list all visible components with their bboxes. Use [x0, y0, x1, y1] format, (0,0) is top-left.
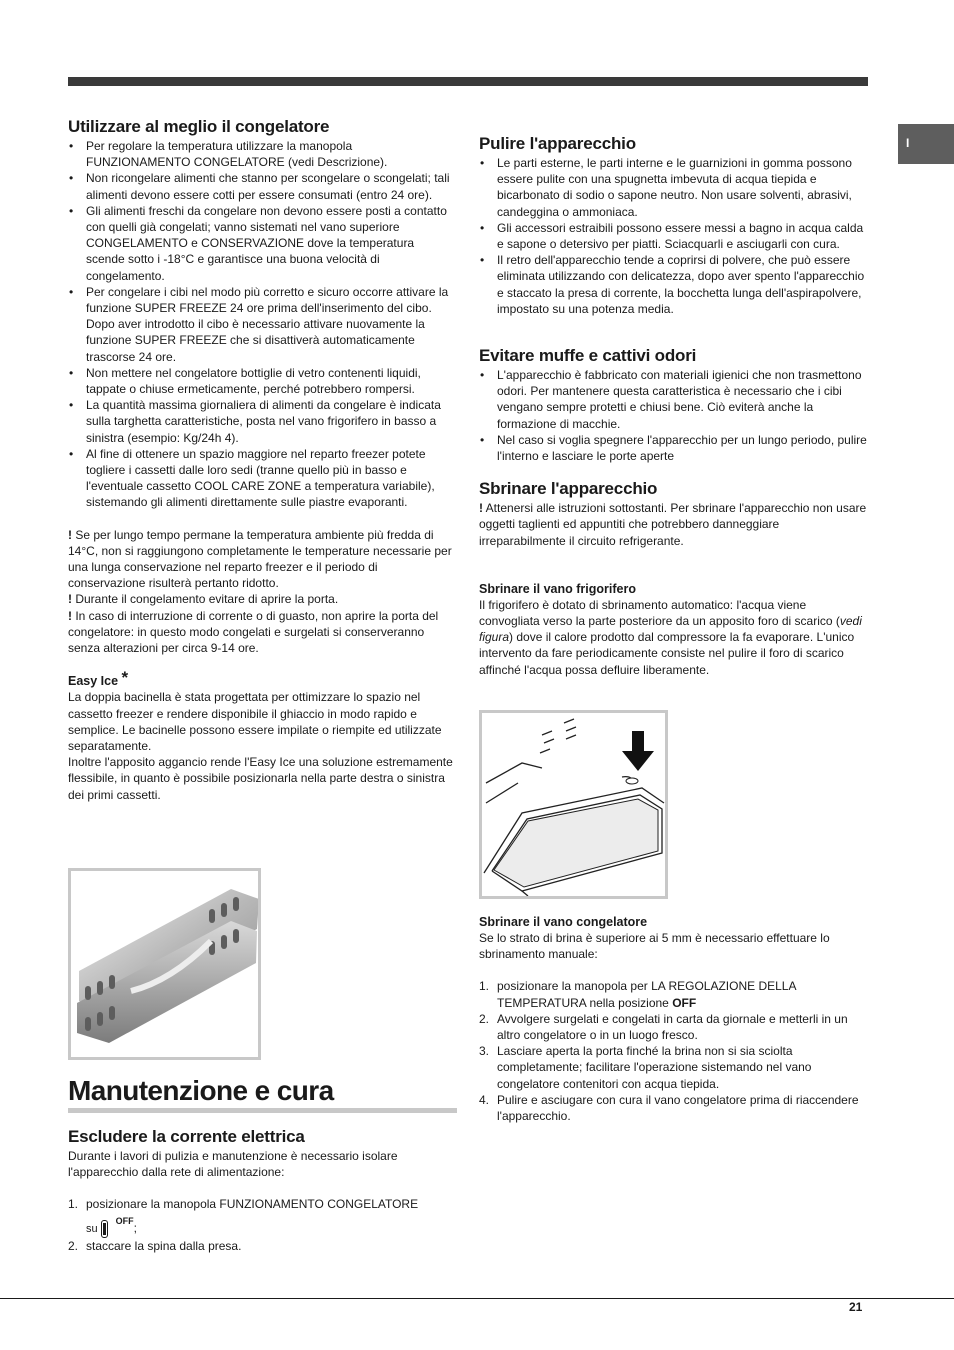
frigo-paragraph: Il frigorifero è dotato di sbrinamento automatico: l'acqua viene convogliata verso la parte posteriore da un apposito foro di scarico (vedi figura) dove il calore prodotto dal compressore la fa evaporare. L'unico intervento da fare periodicamente consiste nel pulire il foro di scarico affinché l'acqua possa defluire liberamente. — [479, 597, 862, 677]
easy-ice-heading: Easy Ice * — [68, 668, 129, 689]
section-heading-congelatore: Utilizzare al meglio il congelatore — [68, 117, 330, 136]
list-item: • Nel caso si voglia spegnere l'apparecchio per un lungo periodo, pulire l'interno e lasciare le porte aperte — [479, 432, 869, 464]
list-item: 1. posizionare la manopola FUNZIONAMENTO CONGELATORE su $^{OFF}$; — [68, 1196, 456, 1237]
warning-mark: ! — [68, 592, 72, 607]
easy-ice-illustration — [68, 868, 261, 1060]
congelatore-bullet-list — [68, 138, 456, 511]
off-label: OFF — [115, 1215, 134, 1226]
list-item: 2. Avvolgere surgelati e congelati in carta da giornale e metterli in un altro congelatore o in un luogo fresco. — [479, 1011, 848, 1043]
warning-paragraph: ! Durante il congelamento evitare di aprire la porta. — [68, 592, 339, 607]
congel-subheading: Sbrinare il vano congelatore — [479, 915, 648, 929]
footer-rule — [0, 1298, 954, 1299]
congel-steps — [479, 978, 869, 1124]
list-item: • Gli accessori estraibili possono essere messi a bagno in acqua calda e sapone o detersivo per piatti. Sciacquarli e asciugarli con cura. — [479, 220, 869, 252]
left-column — [68, 116, 456, 803]
list-item: 2. staccare la spina dalla presa. — [68, 1238, 242, 1253]
muffe-bullet-list — [479, 367, 869, 464]
warning-paragraph: ! Se per lungo tempo permane la temperatura ambiente più fredda di 14°C, non si raggiungono completamente le temperature necessarie per una lunga conservazione nel reparto freezer e il periodo di conservazione risulterà pertanto ridotto. — [68, 527, 452, 591]
list-item: • Le parti esterne, le parti interne e le guarnizioni in gomma possono essere pulite con una spugnetta imbevuta di acqua tiepida e bicarbonato di sodio o sapone neutro. Non usare solventi, abrasivi, candeggina o ammoniaca. — [479, 155, 869, 220]
list-item: • Al fine di ottenere un spazio maggiore nel reparto freezer potete togliere i cassetti dalle loro sedi (tranne quello più in basso e l'eventuale cassetto COOL CARE ZONE a temperatura variabile), sistemando gli alimenti direttamente sulle piastre evaporanti. — [68, 446, 456, 511]
ice-tray-graphic — [71, 871, 258, 1057]
easy-ice-paragraph: La doppia bacinella è stata progettata per ottimizzare lo spazio nel cassetto freezer e rendere disponibile il ghiaccio in modo rapido e semplice. Le bacinelle possono essere impilate o riempite ed utilizzate separatamente. — [68, 690, 442, 753]
escludere-section — [68, 1126, 456, 1254]
congelatore-section — [479, 914, 869, 1124]
frigo-subheading: Sbrinare il vano frigorifero — [479, 581, 636, 596]
right-column — [479, 133, 869, 678]
fridge-interior-graphic — [482, 713, 665, 896]
easy-ice-paragraph: Inoltre l'apposito aggancio rende l'Easy Ice una soluzione estremamente flessibile, in quanto è possibile posizionarla nella parte destra o sinistra dei primi cassetti. — [68, 755, 453, 802]
list-item: 3. Lasciare aperta la porta finché la brina non si sia sciolta completamente; facilitare l'operazione sistemando nel vano congelatore contenitori con acqua tiepida. — [479, 1044, 812, 1091]
congel-intro: Se lo strato di brina è superiore ai 5 mm è necessario effettuare lo sbrinamento manuale: — [479, 931, 830, 962]
list-item: • Per congelare i cibi nel modo più corretto e sicuro occorre attivare la funzione SUPER FREEZE 24 ore prima dell'inserimento del cibo. Dopo aver introdotto il cibo è necessario attivare nuovamente la funzione SUPER FREEZE che si disattiverà automaticamente trascorse 24 ore. — [68, 284, 456, 365]
off-knob-icon — [100, 1218, 114, 1238]
header-bar — [68, 77, 868, 86]
page-title: Manutenzione e cura — [68, 1075, 334, 1106]
section-heading-pulire: Pulire l'apparecchio — [479, 134, 636, 153]
pulire-bullet-list — [479, 155, 869, 317]
warning-mark: ! — [68, 608, 72, 623]
warning-mark: ! — [68, 527, 72, 542]
warning-paragraph: ! In caso di interruzione di corrente o di guasto, non aprire la porta del congelatore: in questo modo congelati e surgelati si conserveranno senza alterazioni per circa 9-14 ore. — [68, 608, 439, 656]
language-tab — [898, 124, 954, 164]
fridge-drain-illustration — [479, 710, 668, 899]
escludere-intro: Durante i lavori di pulizia e manutenzione è necessario isolare l'apparecchio dalla rete di alimentazione: — [68, 1149, 398, 1180]
list-item: • Il retro dell'apparecchio tende a coprirsi di polvere, che può essere eliminata utilizzando con delicatezza, dopo aver spento l'apparecchio e staccato la presa di corrente, la bocchetta lunga dell'aspirapolvere, impostato su una potenza media. — [479, 252, 869, 317]
list-item: • La quantità massima giornaliera di alimenti da congelare è indicata sulla targhetta caratteristiche, posta nel vano frigorifero in basso a sinistra (esempio: Kg/24h 4). — [68, 397, 456, 446]
page-number: 21 — [849, 1300, 863, 1314]
section-heading-muffe: Evitare muffe e cattivi odori — [479, 346, 697, 366]
warning-paragraph: ! Attenersi alle istruzioni sottostanti. Per sbrinare l'apparecchio non usare oggetti taglienti ed appuntiti che potrebbero danneggiare irreparabilmente il circuito refrigerante. — [479, 501, 867, 548]
list-item: • Per regolare la temperatura utilizzare la manopola FUNZIONAMENTO CONGELATORE (vedi Descrizione). — [68, 138, 456, 170]
list-item: • Non mettere nel congelatore bottiglie di vetro contenenti liquidi, tappate o chiuse ermeticamente, perché potrebbero rompersi. — [68, 365, 456, 397]
section-heading-escludere: Escludere la corrente elettrica — [68, 1127, 305, 1146]
escludere-steps — [68, 1196, 456, 1253]
list-item: • L'apparecchio è fabbricato con materiali igienici che non trasmettono odori. Per mantenere questa caratteristica è necessario che i cibi vengano sempre protetti e chiusi bene. Ciò eviterà anche la formazione di macchie. — [479, 367, 869, 432]
list-item: 1. posizionare la manopola per LA REGOLAZIONE DELLA TEMPERATURA nella posizione OFF — [479, 979, 796, 1010]
title-underline — [68, 1108, 457, 1113]
list-item: 4. Pulire e asciugare con cura il vano congelatore prima di riaccendere l'apparecchio. — [479, 1092, 859, 1124]
list-item: • Non ricongelare alimenti che stanno per scongelare o scongelati; tali alimenti devono essere cotti per essere consumati (entro 24 ore). — [68, 170, 456, 202]
warning-mark: ! — [479, 501, 483, 516]
list-item: • Gli alimenti freschi da congelare non devono essere posti a contatto con quelli già congelati; vanno sistemati nel vano superiore CONGELAMENTO e CONSERVAZIONE dove la temperatura scende sotto i -18°C e garantisce una buona velocità di congelamento. — [68, 203, 456, 284]
footnote-star: * — [121, 668, 129, 688]
section-heading-sbrinare: Sbrinare l'apparecchio — [479, 479, 658, 499]
language-tab-label: I — [906, 136, 910, 150]
